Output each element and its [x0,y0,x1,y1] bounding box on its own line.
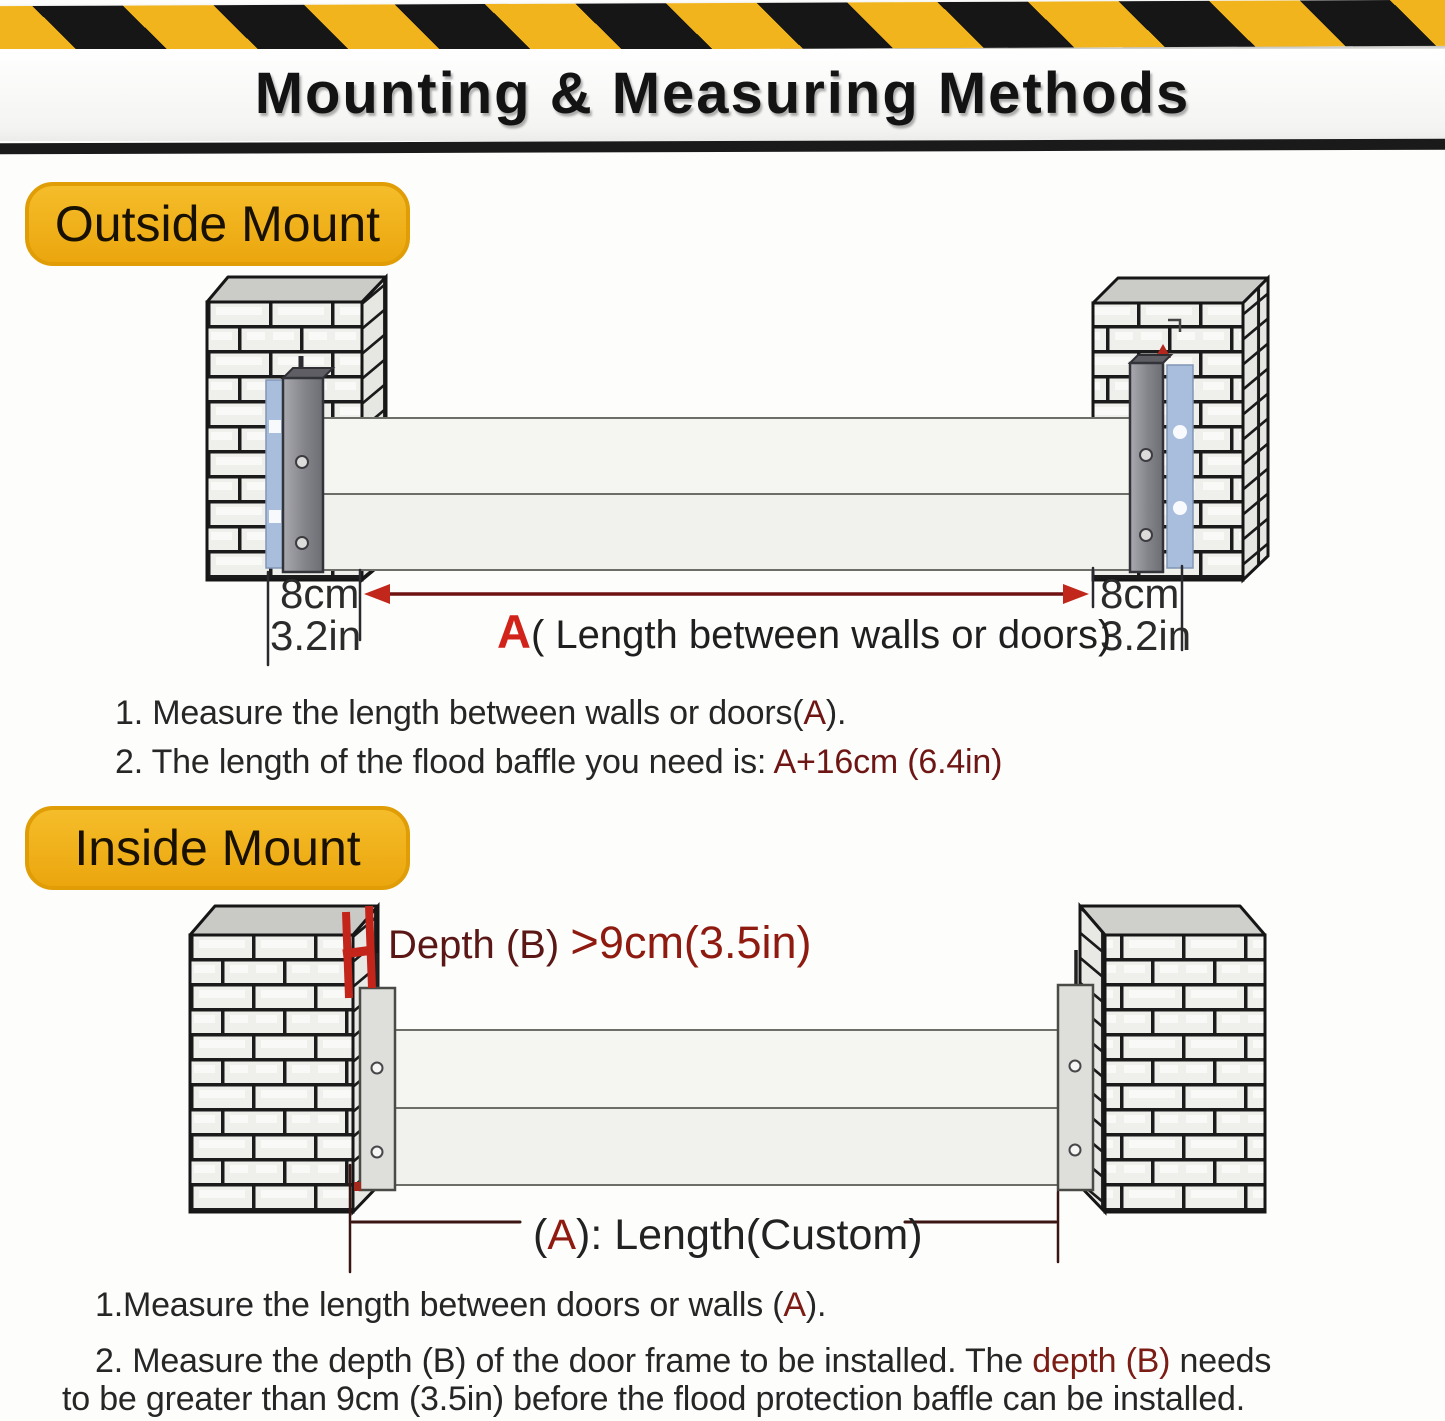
length-label [533,1211,923,1259]
outside-step-2 [115,743,1002,782]
depth-label-dark: Depth (B) [388,923,571,967]
panel-board-top [323,418,1135,494]
span-label-a: A [497,605,531,658]
pillar-front-face [1105,935,1265,1212]
bracket-top [283,368,333,378]
pillar-side-face [1243,278,1268,580]
right-dim-cm: 8cm [1100,570,1180,617]
screw-hole [1070,1145,1081,1156]
span-length-label [497,605,1111,658]
outside-mount-label: Outside Mount [54,196,381,252]
depth-label-gt: > [570,915,599,969]
mounting-bracket-left [354,953,395,1191]
flood-barrier-panel [323,418,1135,570]
span-label-rest: ( Length between walls or doors) [530,613,1112,657]
inside-right-pillar [1080,906,1265,1212]
red-chip [354,1182,361,1191]
screw-hole [372,1063,383,1074]
inside-step-2-line-1 [95,1342,1271,1381]
inside-step-1 [95,1286,826,1325]
seal-mark [1173,425,1187,439]
outside-mount-diagram [160,270,1290,680]
inside-mount-label: Inside Mount [74,820,361,876]
length-label-rest: ): Length(Custom) [576,1211,923,1259]
panel-board-bottom [393,1108,1065,1185]
depth-label [388,915,812,969]
seal-strip-left [266,380,284,568]
inside-mount-diagram [140,895,1310,1290]
pillar-top-face [1080,906,1265,935]
outside-dimensions [268,566,1191,665]
pillar-top-face [207,277,386,302]
step-text: ). [805,1286,827,1324]
left-dim-cm: 8cm [280,570,360,617]
bracket-body [1058,985,1093,1190]
panel-board-top [393,1030,1065,1108]
screw-hole [1140,529,1152,541]
divider-bar [0,139,1445,155]
inside-step-2-line-2: to be greater than 9cm (3.5in) before the flood protection baffle can be installed. [62,1380,1245,1418]
seal-strip-right [1167,365,1193,568]
seal-mark [269,510,281,523]
panel-board-bottom [323,494,1135,570]
step-highlight: A [803,694,826,732]
step-text: 1.Measure the length between doors or walls ( [95,1286,784,1324]
arrowhead-right [1063,584,1089,604]
step-text: 1. Measure the length between walls or doors( [115,694,804,732]
step-highlight: A [783,1286,806,1324]
inside-mount-badge [25,806,410,890]
outside-mount-badge [25,182,410,266]
arrowhead-left [364,584,390,604]
step-text: 2. Measure the depth (B) of the door frame to be installed. The [95,1342,1033,1380]
bracket-body [360,988,395,1190]
screw-hole [1070,1061,1081,1072]
screw-hole [296,456,308,468]
screw-hole [1140,449,1152,461]
pillar-top-face [1093,278,1268,303]
screw-hole [296,537,308,549]
right-dim-inch: 3.2in [1100,612,1192,659]
mounting-bracket-right [1058,950,1093,1190]
length-label-open: ( [533,1211,548,1259]
step-highlight: A+16cm (6.4in) [773,743,1003,781]
seal-mark [269,420,281,433]
screw-hole [372,1147,383,1158]
pillar-front-face [190,935,353,1212]
step-text: needs [1170,1342,1272,1380]
flood-barrier-panel [393,1030,1065,1185]
step-highlight: depth (B) [1032,1342,1171,1380]
step-text: ). [825,694,847,732]
caution-stripe [0,0,1445,52]
outside-step-1 [115,694,846,733]
page-title: Mounting & Measuring Methods [254,61,1191,126]
step-text: 2. The length of the flood baffle you need is: [115,743,774,781]
depth-marker-rung [343,950,373,954]
depth-label-value: 9cm(3.5in) [598,917,812,968]
length-label-a: A [547,1211,577,1259]
left-dim-inch: 3.2in [270,612,362,659]
seal-mark [1173,501,1187,515]
